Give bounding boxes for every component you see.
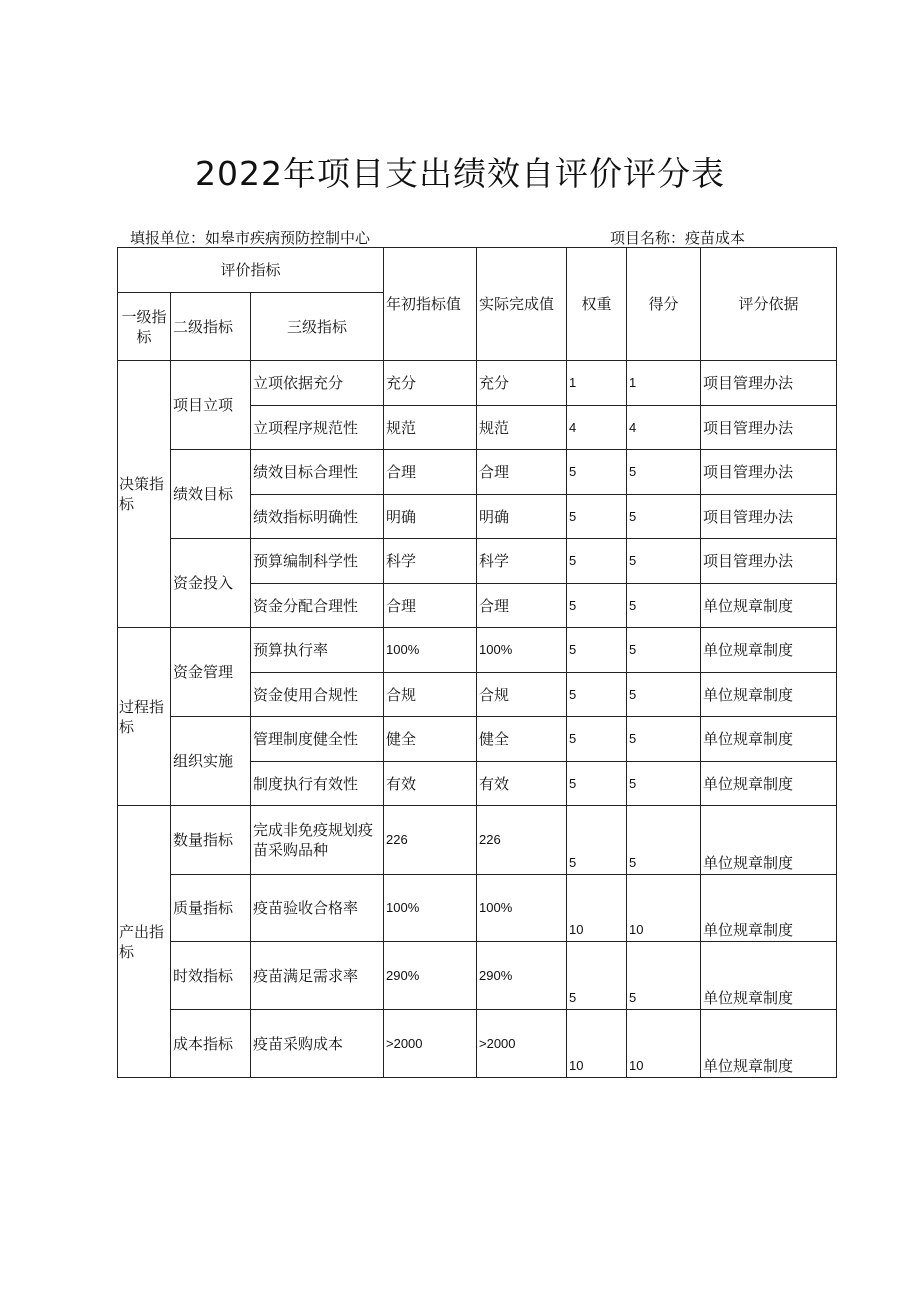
actual-cell: 规范 [477,406,567,450]
target-cell: 有效 [384,762,477,806]
weight-cell: 5 [567,717,627,762]
basis-cell: 项目管理办法 [701,450,837,495]
header-basis: 评分依据 [701,248,837,361]
actual-cell: 100% [477,628,567,673]
score-cell: 5 [627,584,701,628]
table-row [118,539,837,584]
basis-cell: 单位规章制度 [701,875,837,942]
target-cell: 合理 [384,584,477,628]
level2-cell: 项目立项 [171,361,251,450]
target-cell: 规范 [384,406,477,450]
level2-cell: 成本指标 [171,1010,251,1078]
level2-cell: 质量指标 [171,875,251,942]
header-eval-index: 评价指标 [118,248,384,293]
score-cell: 10 [627,875,701,942]
level3-cell: 绩效指标明确性 [251,495,384,539]
table-row [118,717,837,762]
basis-cell: 单位规章制度 [701,584,837,628]
actual-cell: 有效 [477,762,567,806]
basis-cell: 项目管理办法 [701,539,837,584]
score-cell: 5 [627,673,701,717]
weight-cell: 1 [567,361,627,406]
basis-cell: 单位规章制度 [701,806,837,875]
weight-cell: 5 [567,584,627,628]
header-level3: 三级指标 [251,293,384,361]
header-score: 得分 [627,248,701,361]
target-cell: 100% [384,875,477,942]
table-row [118,875,837,942]
table-row [118,628,837,673]
level3-cell: 资金使用合规性 [251,673,384,717]
weight-cell: 10 [567,1010,627,1078]
weight-cell: 5 [567,673,627,717]
actual-cell: 健全 [477,717,567,762]
actual-cell: 合理 [477,450,567,495]
score-cell: 4 [627,406,701,450]
level3-cell: 立项程序规范性 [251,406,384,450]
actual-cell: 充分 [477,361,567,406]
level2-cell: 时效指标 [171,942,251,1010]
table-row [118,450,837,495]
score-cell: 5 [627,495,701,539]
level1-cell: 决策指标 [118,361,171,628]
level2-cell: 绩效目标 [171,450,251,539]
header-row [118,248,837,293]
target-cell: 226 [384,806,477,875]
level2-cell: 资金投入 [171,539,251,628]
score-cell: 5 [627,806,701,875]
score-cell: 5 [627,539,701,584]
header-actual-value: 实际完成值 [477,248,567,361]
header-weight: 权重 [567,248,627,361]
target-cell: 科学 [384,539,477,584]
score-cell: 5 [627,762,701,806]
weight-cell: 5 [567,450,627,495]
weight-cell: 5 [567,942,627,1010]
level1-cell: 产出指标 [118,806,171,1078]
score-cell: 5 [627,942,701,1010]
target-cell: 健全 [384,717,477,762]
score-cell: 1 [627,361,701,406]
header-level1: 一级指标 [118,293,171,361]
weight-cell: 5 [567,495,627,539]
actual-cell: 合规 [477,673,567,717]
table-row [118,1010,837,1078]
basis-cell: 单位规章制度 [701,628,837,673]
score-cell: 5 [627,450,701,495]
actual-cell: 明确 [477,495,567,539]
weight-cell: 10 [567,875,627,942]
page-title: 2022年项目支出绩效自评价评分表 [195,154,725,193]
level3-cell: 制度执行有效性 [251,762,384,806]
actual-cell: 226 [477,806,567,875]
level1-cell: 过程指标 [118,628,171,806]
actual-cell: 科学 [477,539,567,584]
target-cell: 合理 [384,450,477,495]
table-row [118,942,837,1010]
basis-cell: 单位规章制度 [701,1010,837,1078]
fill-unit: 填报单位：如皋市疾病预防控制中心 [130,229,371,247]
weight-cell: 5 [567,806,627,875]
actual-cell: 290% [477,942,567,1010]
basis-cell: 单位规章制度 [701,673,837,717]
basis-cell: 单位规章制度 [701,762,837,806]
basis-cell: 项目管理办法 [701,361,837,406]
basis-cell: 项目管理办法 [701,406,837,450]
target-cell: 290% [384,942,477,1010]
level3-cell: 疫苗采购成本 [251,1010,384,1078]
basis-cell: 项目管理办法 [701,495,837,539]
weight-cell: 5 [567,628,627,673]
level3-cell: 绩效目标合理性 [251,450,384,495]
level3-cell: 资金分配合理性 [251,584,384,628]
level3-cell: 管理制度健全性 [251,717,384,762]
target-cell: 100% [384,628,477,673]
level3-cell: 预算执行率 [251,628,384,673]
target-cell: 充分 [384,361,477,406]
table-row [118,361,837,406]
weight-cell: 5 [567,539,627,584]
score-cell: 5 [627,717,701,762]
score-cell: 10 [627,1010,701,1078]
actual-cell: 合理 [477,584,567,628]
header-level2: 二级指标 [171,293,251,361]
level3-cell: 疫苗满足需求率 [251,942,384,1010]
level2-cell: 数量指标 [171,806,251,875]
level2-cell: 资金管理 [171,628,251,717]
level2-cell: 组织实施 [171,717,251,806]
basis-cell: 单位规章制度 [701,942,837,1010]
score-table [117,247,837,1078]
actual-cell: 100% [477,875,567,942]
score-cell: 5 [627,628,701,673]
level3-cell: 完成非免疫规划疫苗采购品种 [251,806,384,875]
target-cell: >2000 [384,1010,477,1078]
level3-cell: 疫苗验收合格率 [251,875,384,942]
weight-cell: 4 [567,406,627,450]
project-name: 项目名称：疫苗成本 [610,229,746,247]
actual-cell: >2000 [477,1010,567,1078]
header-initial-target: 年初指标值 [384,248,477,361]
target-cell: 合规 [384,673,477,717]
target-cell: 明确 [384,495,477,539]
table-row [118,806,837,875]
level3-cell: 预算编制科学性 [251,539,384,584]
level3-cell: 立项依据充分 [251,361,384,406]
weight-cell: 5 [567,762,627,806]
basis-cell: 单位规章制度 [701,717,837,762]
